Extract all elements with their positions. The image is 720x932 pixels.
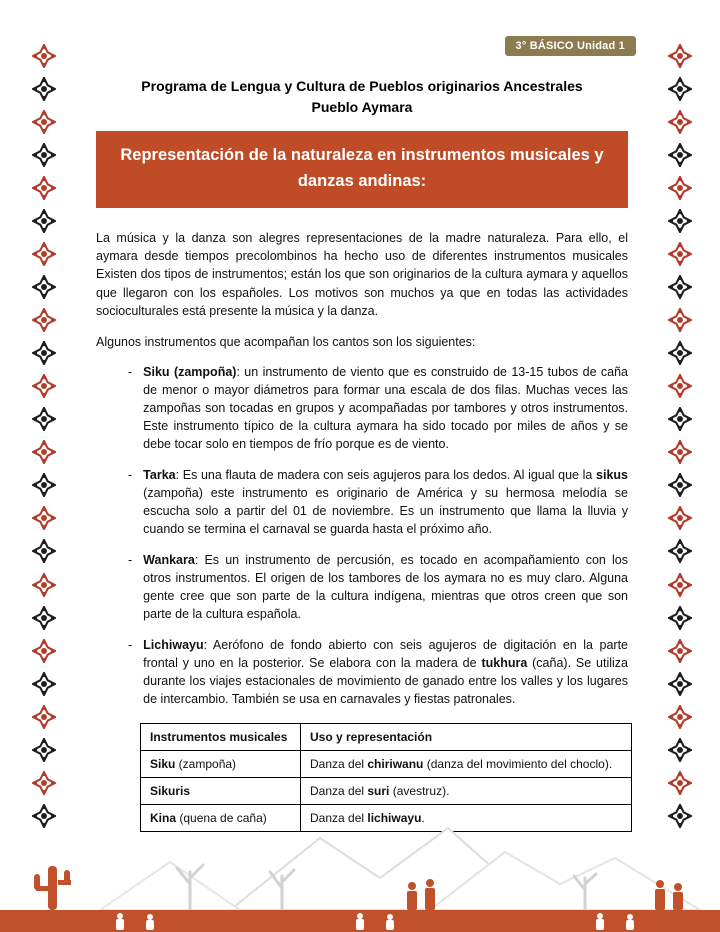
border-motif-icon	[32, 606, 56, 630]
border-motif-icon	[668, 440, 692, 464]
border-motif-icon	[668, 539, 692, 563]
table-header-row	[141, 724, 632, 751]
andean-landscape-icon	[0, 820, 720, 932]
list-item-siku	[128, 363, 628, 453]
title-banner: Representación de la naturaleza en instrumentos musicales y danzas andinas:	[96, 131, 628, 208]
border-motif-icon	[668, 506, 692, 530]
instrument-term: Tarka	[143, 468, 176, 483]
list-item-lichiwayu	[128, 636, 628, 708]
border-motif-icon	[668, 242, 692, 266]
border-motif-icon	[668, 705, 692, 729]
right-decorative-border	[662, 44, 698, 828]
program-header	[96, 76, 628, 118]
border-motif-icon	[668, 771, 692, 795]
border-motif-icon	[32, 672, 56, 696]
border-motif-icon	[32, 771, 56, 795]
border-motif-icon	[32, 176, 56, 200]
border-motif-icon	[668, 672, 692, 696]
list-item-tarka	[128, 466, 628, 538]
border-motif-icon	[668, 639, 692, 663]
unit-badge: 3° BÁSICO Unidad 1	[505, 36, 636, 56]
footer-illustration	[0, 820, 720, 932]
list-bullet: -	[128, 468, 133, 483]
border-motif-icon	[668, 77, 692, 101]
table-header-instruments: Instrumentos musicales	[141, 724, 301, 751]
cell-uso: Danza del lichiwayu.	[301, 805, 632, 832]
border-motif-icon	[668, 308, 692, 332]
border-motif-icon	[32, 44, 56, 68]
intro-paragraph: La música y la danza son alegres representaciones de la madre naturaleza. Para ello, el aymara desde tiempos precolombinos ha hecho uso de diferentes instrumentos musicales Existen dos tipos de instrumentos; están los que son originarios de la cultura aymara y aquellos que llegaron con los españoles. Los motivos son muchos ya que en todas las actividades socioculturales está presente la música y la danza.	[96, 230, 628, 318]
list-item-wankara	[128, 551, 628, 623]
border-motif-icon	[32, 639, 56, 663]
border-motif-icon	[32, 539, 56, 563]
border-motif-icon	[668, 44, 692, 68]
border-motif-icon	[32, 77, 56, 101]
border-motif-icon	[668, 341, 692, 365]
header-line2: Pueblo Aymara	[311, 99, 413, 115]
border-motif-icon	[668, 473, 692, 497]
instrument-term: Wankara	[143, 553, 195, 568]
list-item-text: Tarka: Es una flauta de madera con seis agujeros para los dedos. Al igual que la sikus (zampoña) este instrumento es originario de América y su hermosa melodía se escucha solo a partir del 01 de noviembre. Es un instrumento que llama la lluvia y cuando se termina el carnaval se guarda hasta el próximo año.	[143, 468, 628, 537]
border-motif-icon	[32, 209, 56, 233]
list-bullet: -	[128, 553, 133, 568]
list-intro: Algunos instrumentos que acompañan los cantos son los siguientes:	[96, 335, 476, 350]
border-motif-icon	[32, 738, 56, 762]
border-motif-icon	[32, 407, 56, 431]
border-motif-icon	[32, 374, 56, 398]
border-motif-icon	[668, 738, 692, 762]
border-motif-icon	[32, 110, 56, 134]
border-motif-icon	[32, 308, 56, 332]
border-motif-icon	[668, 374, 692, 398]
cell-instrument: Sikuris	[141, 778, 301, 805]
list-item-text: Wankara: Es un instrumento de percusión, es tocado en acompañamiento con los otros instrumentos. El origen de los tambores de los aymara no es muy claro. Alguna gente cree que son parte de la cultura indígena, mientras que otros creen que son parte de la cultura española.	[143, 553, 628, 622]
list-item-text: Siku (zampoña): un instrumento de viento que es construido de 13-15 tubos de caña de menor o mayor diámetros para formar una escala de dos filas. Muchas veces las zampoñas son tocadas en grupos y acompañadas por tambores y otros instrumentos. Este instrumento típico de la cultura aymara ha sido tocado por miles de años y se debe tocar solo en tiempos de frío porque es de viento.	[143, 365, 629, 452]
border-motif-icon	[668, 573, 692, 597]
border-motif-icon	[668, 110, 692, 134]
border-motif-icon	[32, 341, 56, 365]
instrument-term: Lichiwayu	[143, 638, 204, 653]
border-motif-icon	[32, 506, 56, 530]
border-motif-icon	[668, 407, 692, 431]
table-header-uso: Uso y representación	[301, 724, 632, 751]
border-motif-icon	[668, 176, 692, 200]
border-motif-icon	[32, 705, 56, 729]
instrument-list	[96, 363, 628, 708]
border-motif-icon	[32, 275, 56, 299]
cell-uso: Danza del chiriwanu (danza del movimiento del choclo).	[301, 751, 632, 778]
cell-uso: Danza del suri (avestruz).	[301, 778, 632, 805]
border-motif-icon	[32, 473, 56, 497]
border-motif-icon	[668, 606, 692, 630]
list-bullet: -	[128, 365, 133, 380]
header-line1: Programa de Lengua y Cultura de Pueblos originarios Ancestrales	[141, 78, 583, 94]
left-decorative-border	[26, 44, 62, 828]
instrument-term: Siku (zampoña)	[143, 365, 237, 380]
border-motif-icon	[668, 143, 692, 167]
table-row	[141, 751, 632, 778]
cell-instrument: Kina (quena de caña)	[141, 805, 301, 832]
table-row	[141, 778, 632, 805]
border-motif-icon	[668, 209, 692, 233]
border-motif-icon	[32, 143, 56, 167]
border-motif-icon	[32, 440, 56, 464]
content-column	[96, 76, 628, 832]
cell-instrument: Siku (zampoña)	[141, 751, 301, 778]
border-motif-icon	[32, 573, 56, 597]
instruments-table	[140, 723, 632, 832]
list-bullet: -	[128, 638, 133, 653]
border-motif-icon	[32, 242, 56, 266]
list-item-text: Lichiwayu: Aerófono de fondo abierto con seis agujeros de digitación en la parte frontal y uno en la posterior. Se elabora con la madera de tukhura (caña). Se utiliza durante los viajes estacionales de movimiento de ganado entre los valles y los lugares de intercambio. También se usa en carnavales y fiestas patronales.	[143, 638, 629, 707]
border-motif-icon	[668, 275, 692, 299]
